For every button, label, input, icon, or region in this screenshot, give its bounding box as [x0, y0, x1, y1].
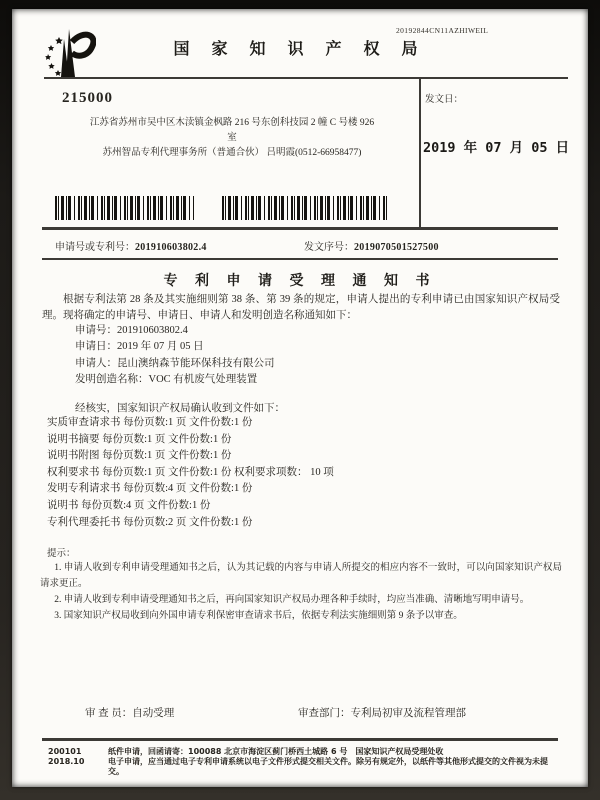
postal-code: 215000	[62, 90, 113, 106]
notice-title: 专 利 申 请 受 理 通 知 书	[163, 274, 437, 289]
dispatch-number-label: 发文序号：	[304, 242, 354, 253]
doc-item: 发明专利请求书 每份页数:4 页 文件份数:1 份	[47, 483, 253, 495]
serial-code: 20192844CN11AZHIWEIL	[396, 26, 489, 35]
doc-item: 说明书 每份页数:4 页 文件份数:1 份	[47, 499, 211, 511]
barcode-right	[222, 196, 388, 220]
issue-date-value: 2019 年 07 月 05 日	[423, 140, 570, 156]
received-documents-list	[47, 415, 334, 531]
doc-item: 实质审查请求书 每份页数:1 页 文件份数:1 份	[47, 417, 253, 428]
doc-item: 说明书附图 每份页数:1 页 文件份数:1 份	[47, 450, 232, 462]
agency-contact-line: 苏州智品专利代理事务所（普通合伙） 吕明霞(0512-66958477)	[102, 148, 362, 158]
tips-list	[40, 560, 562, 624]
department-value: 专利局初审及流程管理部	[350, 708, 466, 719]
application-fields	[75, 323, 275, 389]
examiner-value: 自动受理	[132, 708, 175, 719]
recipient-address-line2: 室	[227, 133, 237, 143]
tip-item: 2. 申请人收到专利申请受理通知书之后，再向国家知识产权局办理各种手续时，均应当准确、清晰地写明申请号。	[54, 595, 530, 605]
application-number-label: 申请号或专利号：	[55, 242, 135, 253]
footer-code-1: 200101	[48, 747, 82, 756]
footer-code-2: 2018.10	[48, 757, 85, 766]
confirmation-line: 经核实，国家知识产权局确认收到文件如下：	[75, 403, 285, 414]
document-page	[12, 9, 588, 787]
tip-item: 1. 申请人收到专利申请受理通知书之后，认为其记载的内容与申请人所提交的相应内容不一致时，可以向国家知识产权局请求更正。	[40, 563, 562, 589]
doc-item: 专利代理委托书 每份页数:2 页 文件份数:1 份	[47, 516, 253, 528]
dispatch-number	[304, 238, 439, 253]
footer-note-paper: 纸件申请，回函请寄：100088 北京市海淀区蓟门桥西土城路 6 号 国家知识产权局受理处收	[108, 747, 444, 756]
department-row	[298, 705, 466, 720]
tip-item: 3. 国家知识产权局收到向外国申请专利保密审查请求书后，依据专利法实施细则第 9 条予以审查。	[54, 611, 463, 621]
footer-note-electronic: 电子申请，应当通过电子专利申请系统以电子文件形式提交相关文件。除另有规定外，以纸件等其他形式提交的文件视为未提交。	[108, 757, 548, 776]
tips-label: 提示：	[47, 549, 76, 559]
agency-title: 国 家 知 识 产 权 局	[173, 41, 427, 58]
footer-divider	[42, 738, 558, 741]
examiner-label: 审 查 员：	[85, 708, 133, 719]
intro-paragraph: 根据专利法第 28 条及其实施细则第 38 条、第 39 条的规定，申请人提出的专利申请已由国家知识产权局受理。现将确定的申请号、申请日、申请人和发明创造名称通知如下：	[42, 294, 560, 321]
application-number-value: 201910603802.4	[135, 242, 207, 253]
recipient-address-line1: 江苏省苏州市吴中区木渎镇金枫路 216 号东创科技园 2 幢 C 号楼 926	[89, 118, 375, 128]
issue-date-label: 发文日：	[425, 95, 464, 105]
field-invention-name: 发明创造名称：VOC 有机废气处理装置	[75, 374, 258, 386]
thick-divider-top	[42, 227, 558, 230]
doc-item: 权利要求书 每份页数:1 页 文件份数:1 份 权利要求项数： 10 项	[47, 466, 334, 478]
application-number	[55, 238, 207, 253]
header-divider	[44, 77, 568, 79]
field-application-date: 申请日：2019 年 07 月 05 日	[75, 341, 204, 353]
doc-item: 说明书摘要 每份页数:1 页 文件份数:1 份	[47, 433, 232, 445]
barcode-left	[55, 196, 194, 220]
footer-notes	[48, 747, 568, 777]
thin-divider	[42, 258, 558, 260]
field-applicant: 申请人：昆山澳纳森节能环保科技有限公司	[75, 357, 275, 369]
examiner-row	[85, 705, 174, 720]
department-label: 审查部门：	[298, 708, 351, 719]
field-application-no: 申请号：201910603802.4	[75, 325, 188, 336]
dispatch-number-value: 2019070501527500	[354, 242, 439, 253]
